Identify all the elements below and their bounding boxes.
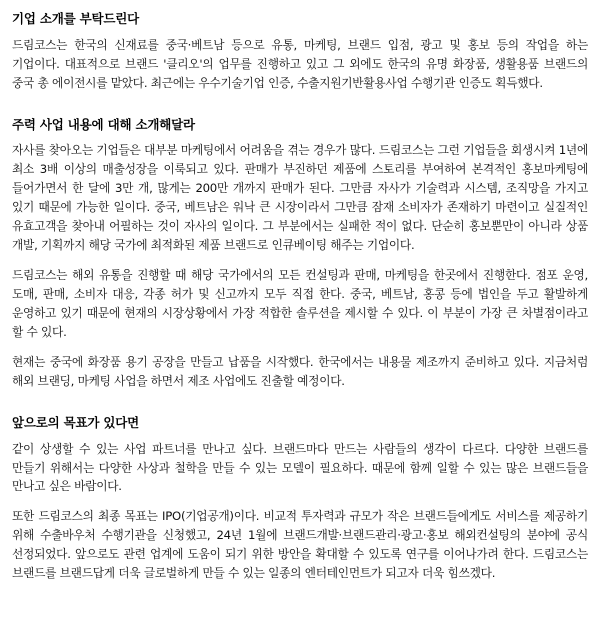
section-heading: 기업 소개를 부탁드린다	[12, 11, 140, 26]
paragraph: 드림코스는 한국의 신재료를 중국·베트남 등으로 유통, 마케팅, 브랜드 입점, 광고 및 홍보 등의 작업을 하는 기업이다. 대표적으로 브랜드 '클리오'의 업무를 진행하고 있고 그 외에도 한국의 유명 화장품, 생활용품 브랜드의 중국 총 에이전시를 맡았다. 최근에는 우수기술기업 인증, 수출지원기반활용사업 수행기관 인증도 획득했다.	[12, 37, 588, 90]
paragraph: 드림코스는 해외 유통을 진행할 때 해당 국가에서의 모든 컨설팅과 판매, 마케팅을 한곳에서 진행한다. 점포 운영, 도매, 판매, 소비자 대응, 각종 허가 및 신고까지 모두 직접 한다. 중국, 베트남, 홍콩 등에 법인을 두고 활발하게 운영하고 있기 때문에 현재의 시장상황에서 가장 적합한 솔루션을 제시할 수 있다. 이 부분이 가장 큰 차별점이라고 할 수 있다.	[12, 268, 588, 339]
section-company-intro	[12, 10, 588, 93]
paragraph: 또한 드림코스의 최종 목표는 IPO(기업공개)이다. 비교적 투자력과 규모가 작은 브랜드들에게도 서비스를 제공하기 위해 수출바우처 수행기관을 신청했고, 24년 1월에 브랜드개발·브랜드관리·광고·홍보 해외컨설팅의 분야에 공식 선정되었다. 앞으로도 관련 업계에 도움이 되기 위한 방안을 확대할 수 있도록 연구를 이어나가려 한다. 드림코스는 브랜드를 브랜드답게 더욱 글로벌하게 만들 수 있는 일종의 엔터테인먼트가 되고자 더욱 힘쓰겠다.	[12, 509, 588, 581]
section-heading: 주력 사업 내용에 대해 소개해달라	[12, 116, 195, 132]
section-future-goals	[12, 414, 588, 583]
paragraph: 자사를 찾아오는 기업들은 대부분 마케팅에서 어려움을 겪는 경우가 많다. 드림코스는 그런 기업들을 회생시켜 1년에 최소 3배 이상의 매출성장을 이룩되고 있다. 판매가 부진하던 제품에 스토리를 부여하여 본격적인 홍보마케팅에 들어가면서 한 달에 3만 개, 많게는 200만 개까지 판매가 된다. 그만큼 자사가 기술력과 시스템, 조직망을 가지고 있기 때문에 가능한 일이다. 중국, 베트남은 워낙 큰 시장이라서 그만큼 잠재 소비자가 존재하기 마련이고 실질적인 유효고객을 찾아내 어필하는 것이 자사의 일이다. 그 부분에서는 실패한 적이 없다. 단순히 홍보뿐만이 아니라 상품 개발, 기획까지 해당 국가에 최적화된 제품 브랜드로 인큐베이팅 해주는 기업이다.	[12, 143, 588, 253]
spacer	[12, 405, 588, 414]
section-main-business	[12, 116, 588, 391]
section-heading: 앞으로의 목표가 있다면	[12, 414, 140, 430]
paragraph: 같이 상생할 수 있는 사업 파트너를 만나고 싶다. 브랜드마다 만드는 사람들의 생각이 다르다. 다양한 브랜드를 만들기 위해서는 다양한 사상과 철학을 만들 수 있는 모델이 필요하다. 때문에 함께 일할 수 있는 많은 브랜드들을 만나고 싶은 바람이다.	[12, 441, 588, 494]
paragraph: 현재는 중국에 화장품 용기 공장을 만들고 납품을 시작했다. 한국에서는 내용물 제조까지 준비하고 있다. 지금처럼 해외 브랜딩, 마케팅 사업을 하면서 제조 사업에도 진출할 예정이다.	[12, 354, 588, 388]
spacer	[12, 107, 588, 116]
